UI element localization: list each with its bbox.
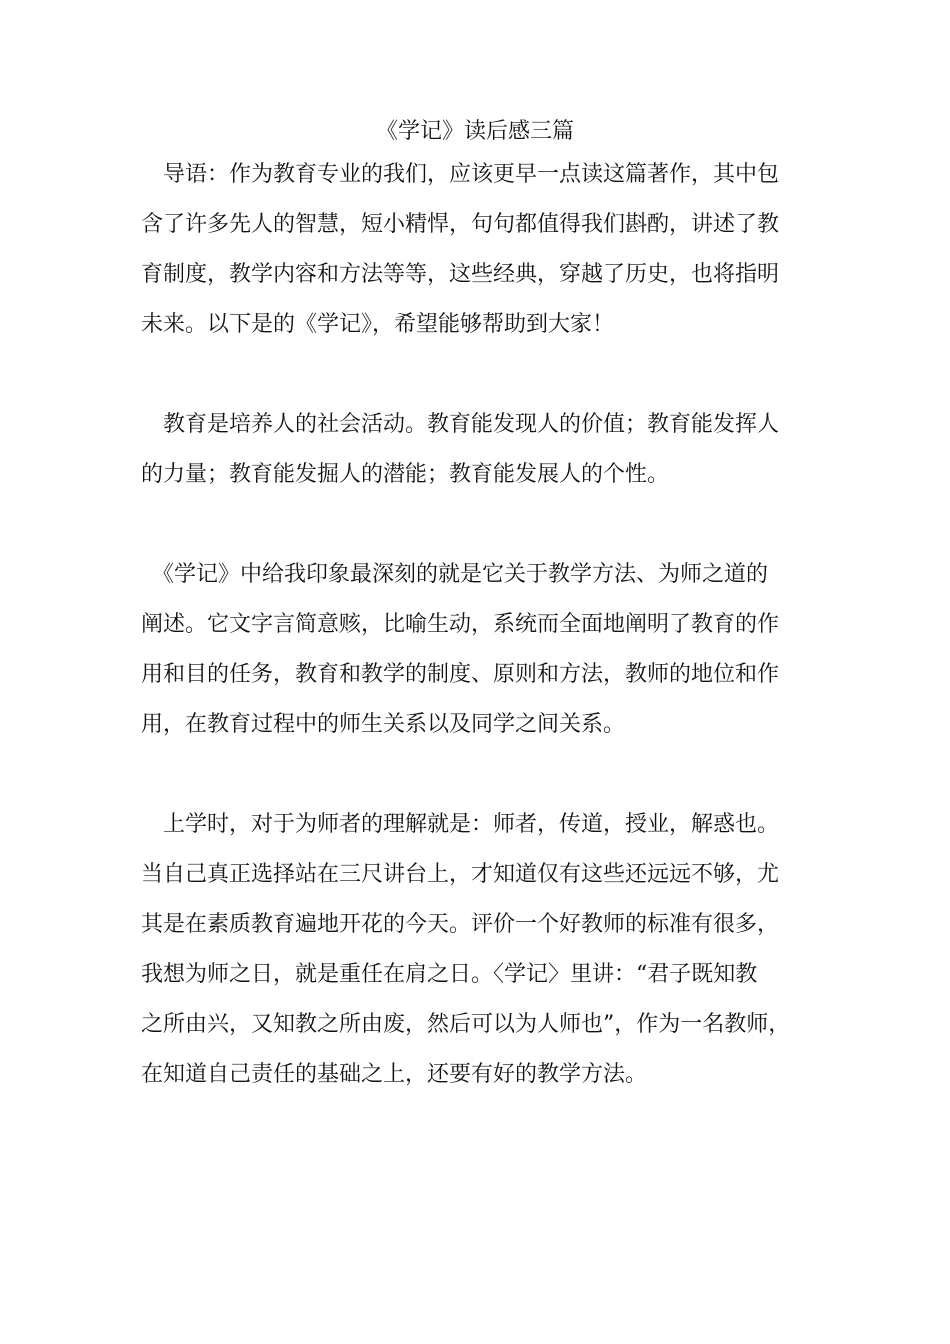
text-line: 我想为师之日，就是重任在肩之日。〈学记〉里讲：“君子既知教 xyxy=(141,962,758,987)
text-line: 阐述。它文字言简意赅，比喻生动，系统而全面地阐明了教育的作 xyxy=(141,612,780,637)
text-line: 育制度，教学内容和方法等等，这些经典，穿越了历史，也将指明 xyxy=(141,262,780,287)
document-title: 《学记》读后感三篇 xyxy=(375,119,574,144)
text-line: 在知道自己责任的基础之上，还要有好的教学方法。 xyxy=(141,1062,648,1087)
text-line: 导语：作为教育专业的我们，应该更早一点读这篇著作，其中包 xyxy=(141,162,780,187)
paragraph-intro xyxy=(141,150,811,350)
text-line: 教育是培养人的社会活动。教育能发现人的价值；教育能发挥人 xyxy=(141,412,780,437)
paragraph-education xyxy=(141,400,811,500)
paragraph-xueji xyxy=(141,550,811,750)
paragraph-teacher xyxy=(141,800,811,1100)
text-line: 上学时，对于为师者的理解就是：师者，传道，授业，解惑也。 xyxy=(141,812,780,837)
text-line: 用，在教育过程中的师生关系以及同学之间关系。 xyxy=(141,712,626,737)
text-line: 的力量；教育能发掘人的潜能；教育能发展人的个性。 xyxy=(141,462,670,487)
text-line: 其是在素质教育遍地开花的今天。评价一个好教师的标准有很多， xyxy=(141,912,780,937)
text-line: 用和目的任务，教育和教学的制度、原则和方法，教师的地位和作 xyxy=(141,662,780,687)
text-line: 《学记》中给我印象最深刻的就是它关于教学方法、为师之道的 xyxy=(141,562,769,587)
text-line: 之所由兴，又知教之所由废，然后可以为人师也”，作为一名教师， xyxy=(141,1012,791,1037)
text-line: 含了许多先人的智慧，短小精悍，句句都值得我们斟酌，讲述了教 xyxy=(141,212,780,237)
text-line: 当自己真正选择站在三尺讲台上，才知道仅有这些还远远不够，尤 xyxy=(141,862,780,887)
text-line: 未来。以下是的《学记》，希望能够帮助到大家！ xyxy=(141,312,615,337)
